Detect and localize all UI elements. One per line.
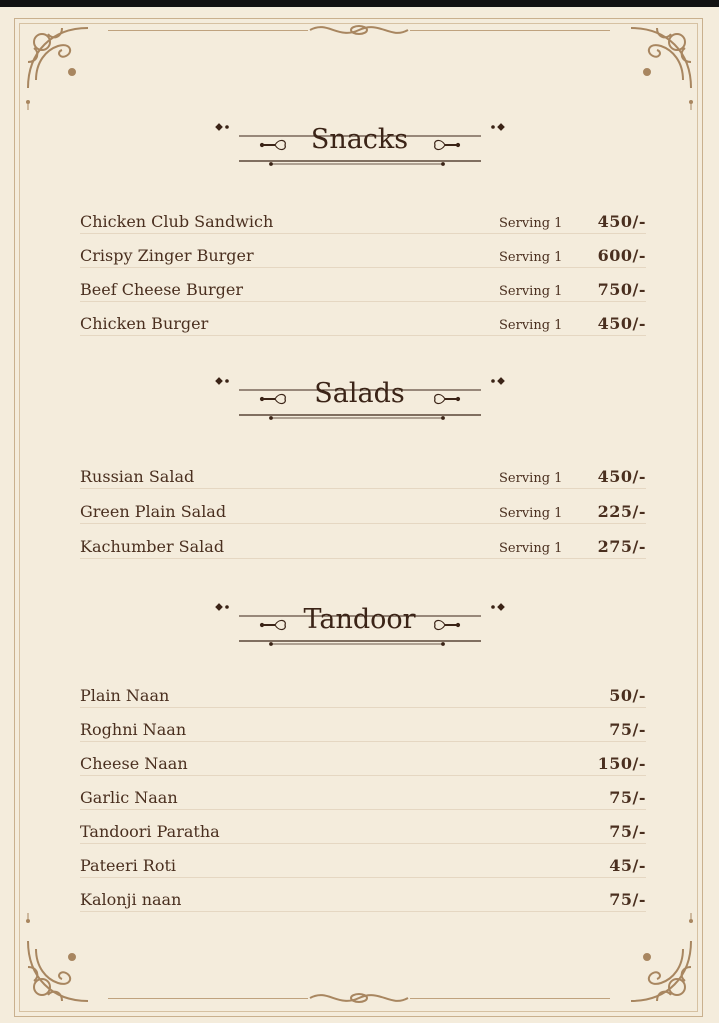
item-price: 75/- bbox=[609, 788, 646, 807]
item-price: 150/- bbox=[597, 754, 646, 773]
item-price: 225/- bbox=[597, 502, 646, 521]
corner-ornament-top-right-icon bbox=[625, 22, 697, 94]
item-name: Garlic Naan bbox=[80, 788, 178, 807]
menu-item bbox=[80, 674, 646, 708]
item-name: Beef Cheese Burger bbox=[80, 280, 244, 299]
menu-item bbox=[80, 708, 646, 742]
menu-item bbox=[80, 524, 646, 559]
top-center-flourish-icon bbox=[308, 22, 410, 38]
tandoor-items-list bbox=[80, 674, 646, 912]
item-price: 75/- bbox=[609, 890, 646, 909]
menu-item bbox=[80, 878, 646, 912]
item-price: 45/- bbox=[609, 856, 646, 875]
top-bar bbox=[0, 0, 719, 7]
top-edge-line-right bbox=[410, 30, 610, 31]
item-serving: Serving 1 bbox=[499, 471, 563, 486]
menu-item bbox=[80, 742, 646, 776]
item-serving: Serving 1 bbox=[499, 284, 563, 299]
item-name: Plain Naan bbox=[80, 686, 170, 705]
corner-ornament-bottom-right-icon bbox=[625, 935, 697, 1007]
menu-item bbox=[80, 234, 646, 268]
item-name: Green Plain Salad bbox=[80, 502, 227, 521]
side-edge-mark-icon bbox=[687, 98, 695, 110]
item-name: Tandoori Paratha bbox=[80, 822, 220, 841]
snacks-items-list bbox=[80, 200, 646, 336]
item-serving: Serving 1 bbox=[499, 250, 563, 265]
menu-item bbox=[80, 810, 646, 844]
corner-ornament-top-left-icon bbox=[22, 22, 94, 94]
section-title: Salads bbox=[314, 378, 405, 409]
section-title: Snacks bbox=[310, 124, 409, 155]
menu-item bbox=[80, 776, 646, 810]
item-price: 450/- bbox=[597, 467, 646, 486]
menu-item bbox=[80, 200, 646, 234]
section-title: Tandoor bbox=[303, 604, 416, 635]
item-price: 50/- bbox=[609, 686, 646, 705]
item-name: Chicken Club Sandwich bbox=[80, 212, 274, 231]
bottom-center-flourish-icon bbox=[308, 990, 410, 1006]
item-price: 450/- bbox=[597, 314, 646, 333]
item-name: Russian Salad bbox=[80, 467, 195, 486]
top-edge-line-left bbox=[108, 30, 308, 31]
item-serving: Serving 1 bbox=[499, 318, 563, 333]
section-header-salads bbox=[0, 366, 719, 456]
item-name: Cheese Naan bbox=[80, 754, 188, 773]
bottom-edge-line-right bbox=[410, 998, 610, 999]
side-edge-mark-icon bbox=[24, 913, 32, 925]
bottom-edge-line-left bbox=[108, 998, 308, 999]
item-name: Roghni Naan bbox=[80, 720, 187, 739]
item-name: Kalonji naan bbox=[80, 890, 182, 909]
corner-ornament-bottom-left-icon bbox=[22, 935, 94, 1007]
menu-item bbox=[80, 302, 646, 336]
item-price: 600/- bbox=[597, 246, 646, 265]
section-header-tandoor bbox=[0, 592, 719, 682]
section-header-snacks bbox=[0, 112, 719, 202]
item-name: Crispy Zinger Burger bbox=[80, 246, 254, 265]
menu-item bbox=[80, 489, 646, 524]
item-serving: Serving 1 bbox=[499, 216, 563, 231]
item-price: 750/- bbox=[597, 280, 646, 299]
item-serving: Serving 1 bbox=[499, 541, 563, 556]
menu-item bbox=[80, 268, 646, 302]
item-serving: Serving 1 bbox=[499, 506, 563, 521]
item-price: 75/- bbox=[609, 720, 646, 739]
item-price: 275/- bbox=[597, 537, 646, 556]
item-price: 450/- bbox=[597, 212, 646, 231]
item-name: Chicken Burger bbox=[80, 314, 209, 333]
menu-item bbox=[80, 454, 646, 489]
item-price: 75/- bbox=[609, 822, 646, 841]
salads-items-list bbox=[80, 454, 646, 559]
side-edge-mark-icon bbox=[687, 913, 695, 925]
item-name: Pateeri Roti bbox=[80, 856, 177, 875]
item-name: Kachumber Salad bbox=[80, 537, 225, 556]
side-edge-mark-icon bbox=[24, 98, 32, 110]
menu-item bbox=[80, 844, 646, 878]
